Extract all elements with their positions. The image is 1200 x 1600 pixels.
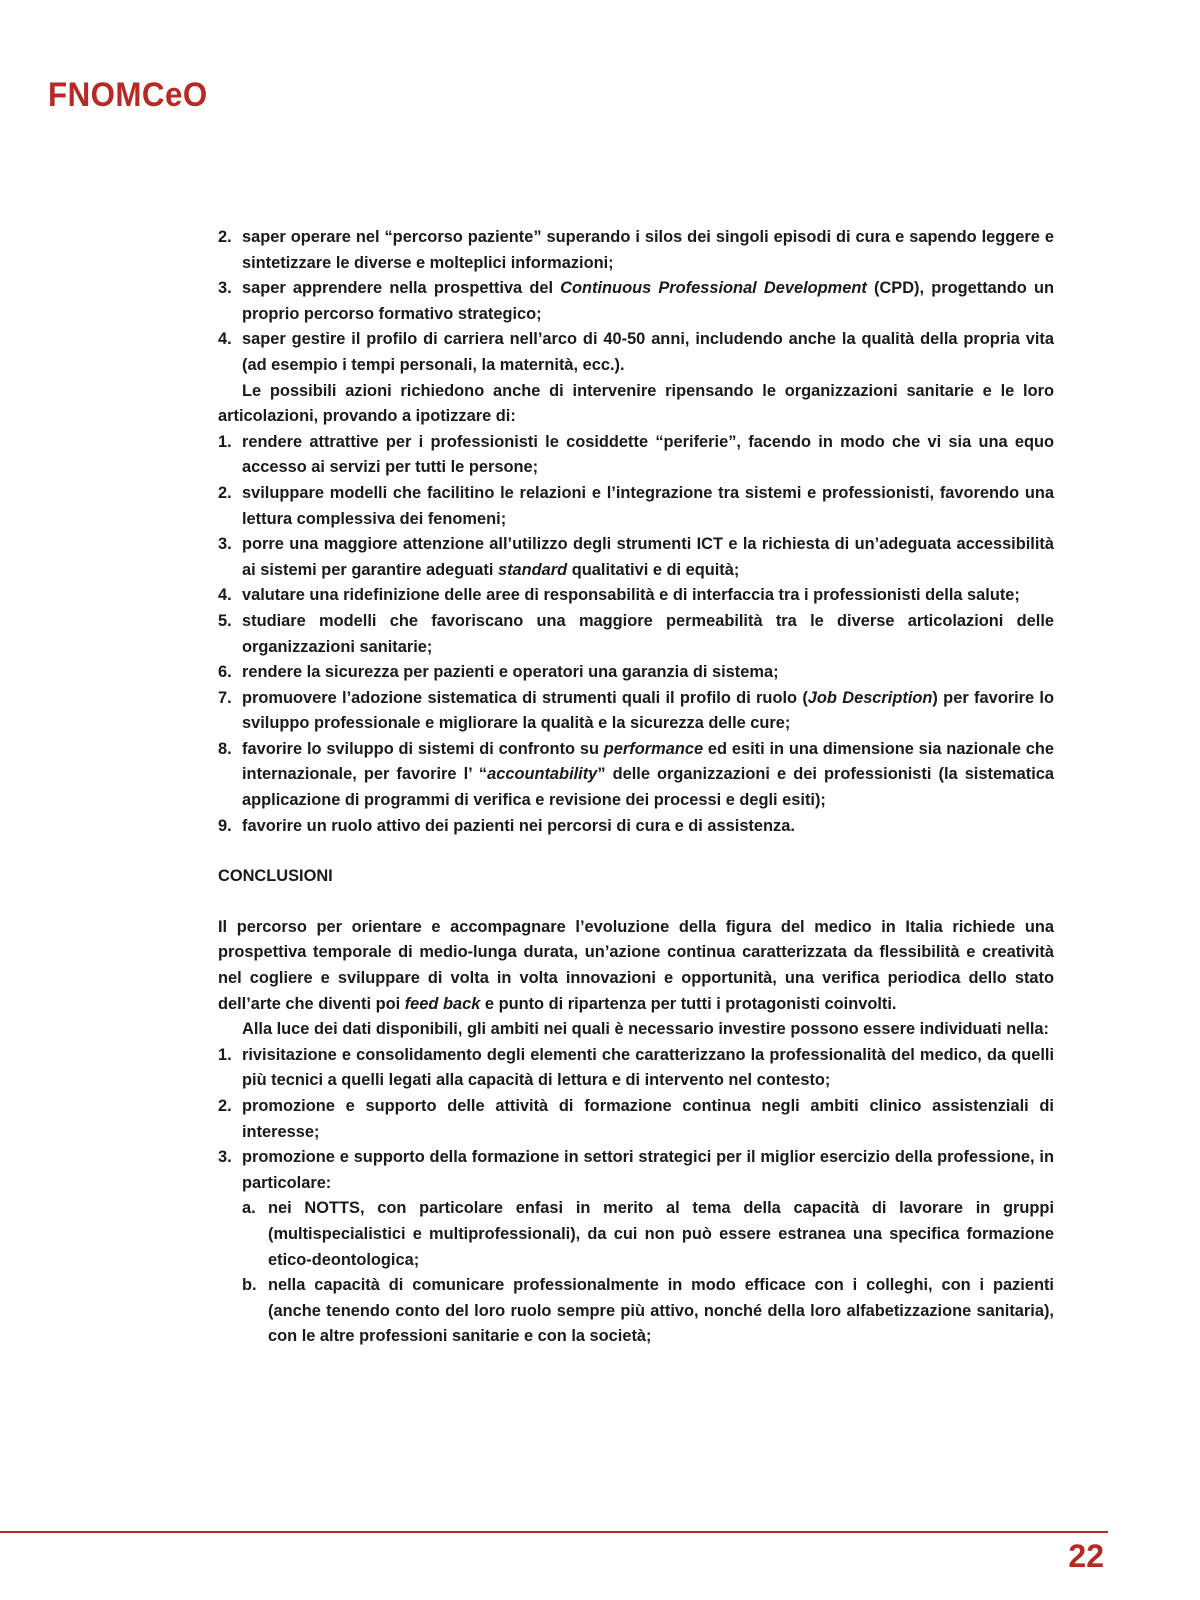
list-item: 7. promuovere l’adozione sistematica di strumenti quali il profilo di ruolo (Job Description) per favorire lo sviluppo professionale e migliorare la qualità e la sicurezza delle cure; — [218, 688, 1054, 733]
brand-logo-text: FNOMCeO — [48, 76, 208, 114]
list-item: 6. rendere la sicurezza per pazienti e operatori una garanzia di sistema; — [218, 663, 779, 682]
list-item: 2. promozione e supporto delle attività di formazione continua negli ambiti clinico assistenziali di interesse; — [218, 1097, 1054, 1141]
list-item: 4. valutare una ridefinizione delle aree di responsabilità e di interfaccia tra i professionisti della salute; — [218, 586, 1020, 605]
list-item: 3. porre una maggiore attenzione all’utilizzo degli strumenti ICT e la richiesta di un’adeguata accessibilità ai sistemi per garantire adeguati standard qualitativi e di equità; — [218, 535, 1054, 579]
list-item: 3. saper apprendere nella prospettiva del Continuous Professional Development (CPD), progettando un proprio percorso formativo strategico; — [218, 279, 1054, 323]
list-item: 8. favorire lo sviluppo di sistemi di confronto su performance ed esiti in una dimensione sia nazionale che internazionale, per favorire l’ “accountability” delle organizzazioni e dei professionisti (la sistematica applicazione di programmi di verifica e revisione dei processi e degli esiti); — [218, 739, 1055, 810]
footer-divider — [0, 1531, 1108, 1533]
sub-list — [242, 1196, 1054, 1350]
paragraph-actions-intro: Le possibili azioni richiedono anche di intervenire ripensando le organizzazioni sanitarie e le loro articolazioni, provando a ipotizzare di: — [218, 381, 1054, 426]
list-item: 2. saper operare nel “percorso paziente” superando i silos dei singoli episodi di cura e sapendo leggere e sintetizzare le diverse e molteplici informazioni; — [218, 228, 1054, 272]
list-actions — [218, 430, 1054, 840]
list-item: 1. rendere attrattive per i professionisti le cosiddette “periferie”, facendo in modo che vi sia una equo accesso ai servizi per tutti le persone; — [218, 432, 1054, 477]
list-item: a. nei NOTTS, con particolare enfasi in merito al tema della capacità di lavorare in gruppi (multispecialistici e multiprofessionali), da cui non può essere estranea una specifica formazione etico-deontologica; — [242, 1199, 1054, 1269]
section-heading-conclusions: CONCLUSIONI — [218, 867, 333, 886]
paragraph-conclusions-1: Il percorso per orientare e accompagnare l’evoluzione della figura del medico in Italia richiede una prospettiva temporale di medio-lunga durata, un’azione continua caratterizzata da flessibilità e creatività nel cogliere e sviluppare di volta in volta innovazioni e opportunità, una verifica periodica dello stato dell’arte che diventi poi feed back e punto di ripartenza per tutti i protagonisti coinvolti. — [218, 917, 1054, 1013]
paragraph-conclusions-2: Alla luce dei dati disponibili, gli ambiti nei quali è necessario investire possono essere individuati nella: — [242, 1020, 1049, 1039]
document-body — [218, 225, 1054, 1350]
list-item: 5. studiare modelli che favoriscano una maggiore permeabilità tra le diverse articolazioni delle organizzazioni sanitarie; — [218, 611, 1054, 656]
list-item: 9. favorire un ruolo attivo dei pazienti nei percorsi di cura e di assistenza. — [218, 816, 795, 835]
list-item: 2. sviluppare modelli che facilitino le relazioni e l’integrazione tra sistemi e professionisti, favorendo una lettura complessiva dei fenomeni; — [218, 483, 1054, 528]
list-competences — [218, 225, 1054, 379]
list-item: 1. rivisitazione e consolidamento degli elementi che caratterizzano la professionalità del medico, da quelli più tecnici a quelli legati alla capacità di lettura e di intervento nel contesto; — [218, 1045, 1054, 1090]
list-item: 4. saper gestire il profilo di carriera nell’arco di 40-50 anni, includendo anche la qualità della propria vita (ad esempio i tempi personali, la maternità, ecc.). — [218, 330, 1054, 374]
list-item: 3. promozione e supporto della formazione in settori strategici per il miglior esercizio della professione, in particolare: a. nei NOTTS, con particolare enfasi in merito al tema della capacità di lavorare in gruppi (multispecialistici e multiprofessionali), da cui non può essere estranea una specifica formazione etico-deontologica; b. nella capacità di comunicare professionalmente in modo efficace con i colleghi, con i pazienti (anche tenendo conto del loro ruolo sempre più attivo, nonché della loro alfabetizzazione sanitaria), con le altre professioni sanitarie e con la società; — [218, 1145, 1054, 1350]
list-investment-areas — [218, 1043, 1054, 1350]
page-number: 22 — [1068, 1538, 1104, 1574]
list-item: b. nella capacità di comunicare professionalmente in modo efficace con i colleghi, con i pazienti (anche tenendo conto del loro ruolo sempre più attivo, nonché della loro alfabetizzazione sanitaria), con le altre professioni sanitarie e con la società; — [242, 1276, 1054, 1346]
